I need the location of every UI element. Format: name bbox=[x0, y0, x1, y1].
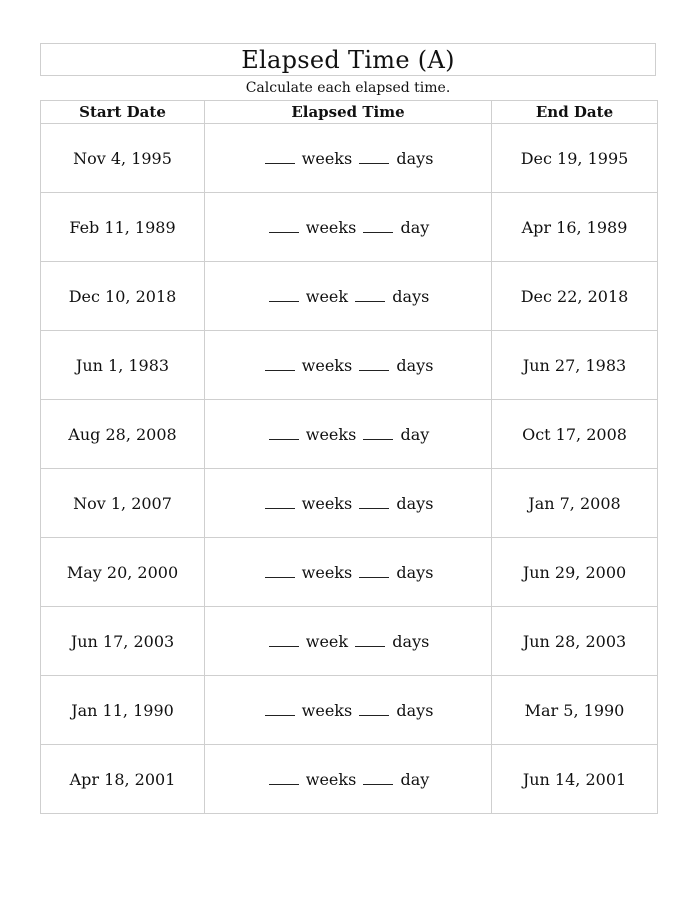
weeks-answer-blank[interactable] bbox=[265, 576, 295, 578]
start-date-cell: Dec 10, 2018 bbox=[41, 262, 205, 331]
weeks-answer-blank[interactable] bbox=[269, 300, 299, 302]
weeks-answer-blank[interactable] bbox=[265, 714, 295, 716]
days-unit-label: days bbox=[392, 286, 430, 306]
end-date-header: End Date bbox=[492, 101, 658, 124]
end-date-cell: Jan 7, 2008 bbox=[492, 469, 658, 538]
end-date-cell: Jun 14, 2001 bbox=[492, 745, 658, 814]
end-date-cell: Dec 22, 2018 bbox=[492, 262, 658, 331]
worksheet-title-text: Elapsed Time (A) bbox=[241, 45, 455, 74]
days-answer-blank[interactable] bbox=[359, 714, 389, 716]
table-row bbox=[41, 262, 658, 331]
days-unit-label: days bbox=[396, 148, 434, 168]
weeks-unit-label: week bbox=[305, 631, 349, 651]
days-answer-blank[interactable] bbox=[363, 231, 393, 233]
table-row bbox=[41, 331, 658, 400]
days-answer-blank[interactable] bbox=[359, 507, 389, 509]
table-row bbox=[41, 607, 658, 676]
weeks-unit-label: weeks bbox=[301, 355, 353, 375]
start-date-cell: Feb 11, 1989 bbox=[41, 193, 205, 262]
weeks-answer-blank[interactable] bbox=[265, 162, 295, 164]
days-unit-label: days bbox=[396, 700, 434, 720]
table-row bbox=[41, 400, 658, 469]
elapsed-time-cell bbox=[205, 745, 492, 814]
days-unit-label: days bbox=[396, 355, 434, 375]
elapsed-time-table bbox=[40, 100, 658, 814]
weeks-answer-blank[interactable] bbox=[269, 438, 299, 440]
start-date-cell: Aug 28, 2008 bbox=[41, 400, 205, 469]
days-unit-label: days bbox=[396, 562, 434, 582]
weeks-unit-label: weeks bbox=[301, 700, 353, 720]
elapsed-time-cell bbox=[205, 193, 492, 262]
days-unit-label: day bbox=[400, 217, 430, 237]
elapsed-time-cell bbox=[205, 400, 492, 469]
weeks-answer-blank[interactable] bbox=[265, 369, 295, 371]
end-date-cell: Jun 29, 2000 bbox=[492, 538, 658, 607]
end-date-cell: Mar 5, 1990 bbox=[492, 676, 658, 745]
table-row bbox=[41, 469, 658, 538]
days-answer-blank[interactable] bbox=[359, 576, 389, 578]
end-date-cell: Oct 17, 2008 bbox=[492, 400, 658, 469]
start-date-header: Start Date bbox=[41, 101, 205, 124]
elapsed-time-cell bbox=[205, 124, 492, 193]
weeks-answer-blank[interactable] bbox=[265, 507, 295, 509]
days-answer-blank[interactable] bbox=[359, 162, 389, 164]
weeks-answer-blank[interactable] bbox=[269, 231, 299, 233]
days-unit-label: days bbox=[392, 631, 430, 651]
table-row bbox=[41, 193, 658, 262]
start-date-cell: Nov 1, 2007 bbox=[41, 469, 205, 538]
elapsed-time-cell bbox=[205, 676, 492, 745]
elapsed-time-cell bbox=[205, 469, 492, 538]
start-date-cell: May 20, 2000 bbox=[41, 538, 205, 607]
elapsed-time-cell bbox=[205, 538, 492, 607]
end-date-cell: Apr 16, 1989 bbox=[492, 193, 658, 262]
weeks-unit-label: weeks bbox=[301, 562, 353, 582]
worksheet-title bbox=[40, 43, 656, 76]
elapsed-time-cell bbox=[205, 262, 492, 331]
table-row bbox=[41, 676, 658, 745]
end-date-cell: Jun 27, 1983 bbox=[492, 331, 658, 400]
elapsed-time-header: Elapsed Time bbox=[205, 101, 492, 124]
start-date-cell: Jun 17, 2003 bbox=[41, 607, 205, 676]
weeks-unit-label: weeks bbox=[305, 769, 357, 789]
table-header-row bbox=[41, 101, 658, 124]
weeks-unit-label: weeks bbox=[305, 217, 357, 237]
days-answer-blank[interactable] bbox=[363, 438, 393, 440]
elapsed-time-cell bbox=[205, 331, 492, 400]
table-row bbox=[41, 124, 658, 193]
days-answer-blank[interactable] bbox=[355, 300, 385, 302]
table-row bbox=[41, 538, 658, 607]
weeks-answer-blank[interactable] bbox=[269, 783, 299, 785]
table-row bbox=[41, 745, 658, 814]
days-answer-blank[interactable] bbox=[355, 645, 385, 647]
days-unit-label: day bbox=[400, 424, 430, 444]
weeks-answer-blank[interactable] bbox=[269, 645, 299, 647]
weeks-unit-label: week bbox=[305, 286, 349, 306]
elapsed-time-cell bbox=[205, 607, 492, 676]
end-date-cell: Dec 19, 1995 bbox=[492, 124, 658, 193]
weeks-unit-label: weeks bbox=[301, 148, 353, 168]
weeks-unit-label: weeks bbox=[301, 493, 353, 513]
start-date-cell: Nov 4, 1995 bbox=[41, 124, 205, 193]
weeks-unit-label: weeks bbox=[305, 424, 357, 444]
days-unit-label: days bbox=[396, 493, 434, 513]
days-answer-blank[interactable] bbox=[359, 369, 389, 371]
start-date-cell: Jun 1, 1983 bbox=[41, 331, 205, 400]
start-date-cell: Apr 18, 2001 bbox=[41, 745, 205, 814]
end-date-cell: Jun 28, 2003 bbox=[492, 607, 658, 676]
days-unit-label: day bbox=[400, 769, 430, 789]
start-date-cell: Jan 11, 1990 bbox=[41, 676, 205, 745]
worksheet-instructions: Calculate each elapsed time. bbox=[245, 80, 451, 96]
days-answer-blank[interactable] bbox=[363, 783, 393, 785]
